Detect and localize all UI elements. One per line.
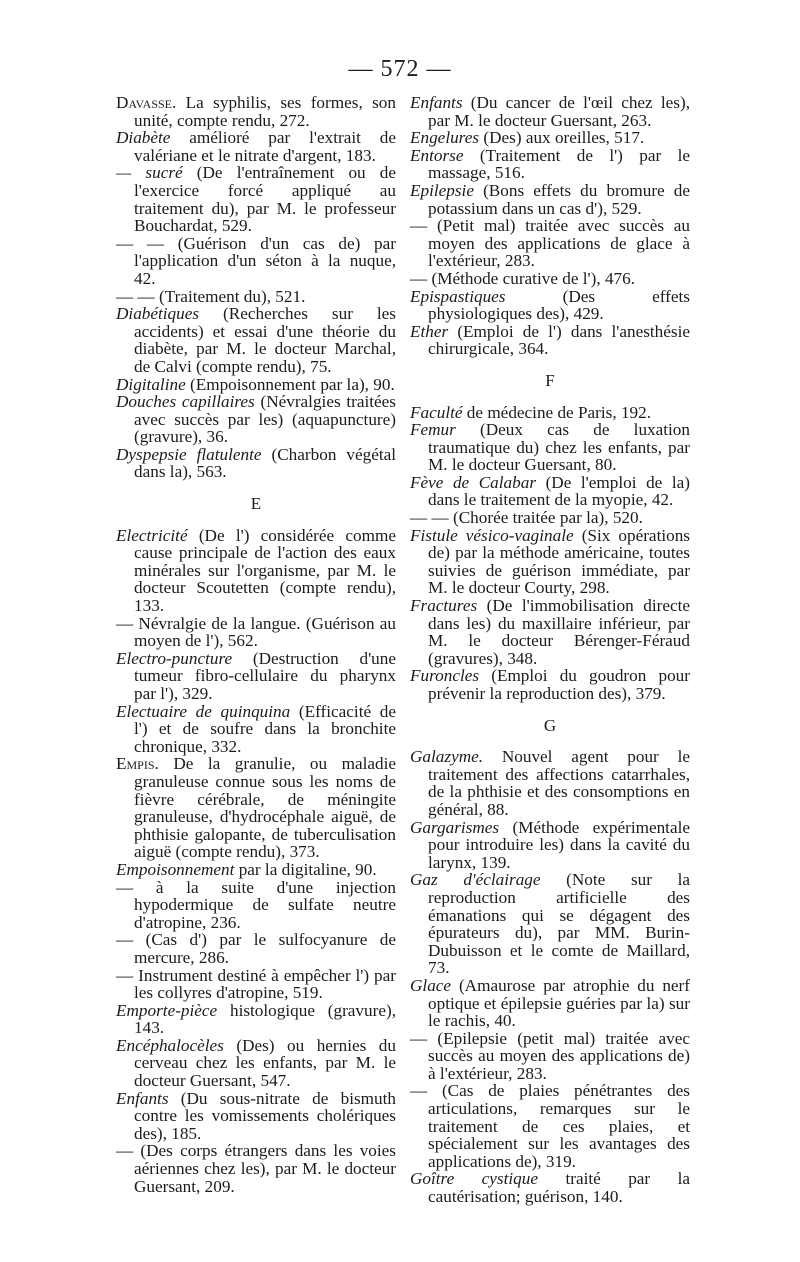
index-entry xyxy=(116,967,396,1002)
entry-heading: Diabète xyxy=(116,128,171,148)
entry-text: (Amaurose par atrophie du nerf optique et épilepsie guéries par la) sur le rachis, 40. xyxy=(428,975,690,1031)
index-entry xyxy=(410,404,690,422)
entry-heading: Ether xyxy=(410,321,449,341)
index-column-right xyxy=(410,94,690,1206)
entry-text: (Emploi du goudron pour prévenir la reproduction des), 379. xyxy=(428,666,690,703)
index-entry xyxy=(410,147,690,182)
entry-text: — à la suite d'une injection hypodermique de sulfate neutre d'atropine, 236. xyxy=(116,877,396,932)
index-entry xyxy=(116,94,396,129)
entry-heading: Entorse xyxy=(410,145,464,165)
entry-text: — (Cas de plaies pénétrantes des articulations, remarques sur le traitement de ces plaies, et spécialement sur les avantages des applications de), 319. xyxy=(410,1081,690,1171)
entry-heading: — sucré xyxy=(116,163,183,183)
index-entry xyxy=(116,703,396,756)
section-letter: E xyxy=(250,494,262,514)
index-entry xyxy=(410,819,690,872)
entry-text: (Du cancer de l'œil chez les), par M. le docteur Guersant, 263. xyxy=(428,93,690,130)
index-entry xyxy=(116,288,396,306)
entry-text: — (Petit mal) traitée avec succès au moyen des applications de glace à l'extérieur, 283. xyxy=(410,216,690,271)
section-letter: F xyxy=(545,370,555,390)
entry-heading: Encéphalocèles xyxy=(116,1035,224,1055)
index-entry xyxy=(116,879,396,932)
index-entry xyxy=(116,164,396,234)
entry-text: (De l'immobilisation directe dans les) du maxillaire inférieur, par M. le docteur Bérenger-Féraud (gravures), 348. xyxy=(428,596,690,668)
entry-text: (Traitement de l') par le massage, 516. xyxy=(428,145,690,183)
entry-text: de médecine de Paris, 192. xyxy=(462,402,652,422)
entry-heading: Furoncles xyxy=(410,666,480,686)
index-entry xyxy=(116,446,396,481)
index-entry xyxy=(116,129,396,164)
index-entry xyxy=(410,597,690,667)
entry-text: La syphilis, ses formes, son unité, compte rendu, 272. xyxy=(134,93,396,130)
entry-heading: Empis. xyxy=(116,754,159,774)
entry-text: — Névralgie de la langue. (Guérison au moyen de l'), 562. xyxy=(116,613,396,651)
entry-text: (Recherches sur les accidents) et essai d'une théorie du diabète, par M. le docteur Marchal, de Calvi (compte rendu), 75. xyxy=(134,304,396,376)
index-entry xyxy=(410,509,690,527)
entry-text: (Destruction d'une tumeur fibro-cellulaire du pharynx par l'), 329. xyxy=(134,648,396,703)
entry-heading: Electricité xyxy=(116,525,188,545)
entry-text: (De l'emploi de la) dans le traitement de la myopie, 42. xyxy=(428,472,690,510)
index-entry xyxy=(410,421,690,474)
index-entry xyxy=(410,94,690,129)
entry-heading: Electro-puncture xyxy=(116,648,233,668)
entry-text: (Efficacité de l') et de soufre dans la bronchite chronique, 332. xyxy=(134,701,396,756)
entry-text: (Bons effets du bromure de potassium dans un cas d'), 529. xyxy=(428,180,690,218)
entry-heading: Davasse. xyxy=(116,93,177,112)
entry-heading: Fève de Calabar xyxy=(410,472,537,492)
entry-heading: Fractures xyxy=(410,596,478,616)
index-entry xyxy=(116,755,396,861)
entry-text: (Six opérations de) par la méthode américaine, toutes suivies de guérison immédiate, par M. le docteur Courty, 298. xyxy=(428,525,690,598)
index-entry xyxy=(116,1090,396,1143)
entry-text: (Charbon végétal dans la), 563. xyxy=(134,444,396,482)
index-entry xyxy=(410,871,690,977)
entry-text: par la digitaline, 90. xyxy=(234,859,377,879)
index-column-left xyxy=(116,94,396,1195)
entry-heading: Enfants xyxy=(410,93,463,112)
index-entry xyxy=(410,182,690,217)
index-entry xyxy=(116,235,396,288)
entry-heading: Empoisonnement xyxy=(116,859,235,879)
index-entry xyxy=(116,305,396,375)
index-entry xyxy=(410,1030,690,1083)
entry-heading: Douches capillaires xyxy=(116,392,255,412)
entry-heading: Galazyme. xyxy=(410,747,484,767)
entry-text: — — (Guérison d'un cas de) par l'application d'un séton à la nuque, 42. xyxy=(116,233,396,288)
entry-heading: Faculté xyxy=(410,402,463,422)
index-entry xyxy=(116,615,396,650)
entry-text: — (Epilepsie (petit mal) traitée avec succès au moyen des applications de) à l'extérieur, 283. xyxy=(410,1028,690,1083)
index-entry xyxy=(410,667,690,702)
entry-text: amélioré par l'extrait de valériane et le nitrate d'argent, 183. xyxy=(134,128,396,165)
index-entry xyxy=(116,931,396,966)
entry-heading: Gargarismes xyxy=(410,817,500,837)
index-entry xyxy=(116,650,396,703)
index-entry xyxy=(410,217,690,270)
entry-text: (Névralgies traitées avec succès par les) (aquapuncture) (gravure), 36. xyxy=(134,392,396,447)
entry-text: — — (Traitement du), 521. xyxy=(116,286,306,306)
entry-text: Nouvel agent pour le traitement des affections catarrhales, de la phthisie et des consomptions en général, 88. xyxy=(428,747,690,819)
entry-text: — (Cas d') par le sulfocyanure de mercure, 286. xyxy=(116,930,396,967)
index-entry xyxy=(116,393,396,446)
entry-heading: Enfants xyxy=(116,1088,169,1108)
index-entry xyxy=(410,1170,690,1205)
entry-heading: Engelures xyxy=(410,128,480,148)
entry-text: — (Méthode curative de l'), 476. xyxy=(410,268,636,288)
entry-heading: Diabétiques xyxy=(116,304,200,324)
index-entry xyxy=(410,270,690,288)
entry-text: (Du sous-nitrate de bismuth contre les vomissements cholériques des), 185. xyxy=(134,1088,396,1143)
page-number: — 572 — xyxy=(348,56,452,82)
index-entry xyxy=(410,129,690,147)
entry-text: (Empoisonnement par la), 90. xyxy=(185,374,395,394)
index-entry xyxy=(116,376,396,394)
entry-heading: Fistule vésico-vaginale xyxy=(410,525,574,545)
entry-heading: Electuaire de quinquina xyxy=(116,701,291,721)
entry-text: (Deux cas de luxation traumatique du) chez les enfants, par M. le docteur Guersant, 80. xyxy=(428,420,690,475)
entry-text: (Des effets physiologiques des), 429. xyxy=(428,286,690,324)
index-entry xyxy=(410,527,690,597)
index-entry xyxy=(116,1142,396,1195)
index-entry xyxy=(116,861,396,879)
entry-text: (Emploi de l') dans l'anesthésie chirurgicale, 364. xyxy=(428,321,690,359)
entry-text: (De l') considérée comme cause principale de l'action des eaux minérales sur l'organisme, par M. le docteur Scoutetten (compte rendu), 133. xyxy=(134,525,396,616)
entry-text: — — (Chorée traitée par la), 520. xyxy=(410,508,643,528)
index-entry xyxy=(410,748,690,818)
entry-heading: Emporte-pièce xyxy=(116,1000,218,1020)
index-entry xyxy=(116,527,396,615)
entry-text: traité par la cautérisation; guérison, 140. xyxy=(428,1169,690,1207)
index-entry xyxy=(410,323,690,358)
entry-text: (Méthode expérimentale pour introduire les) dans la cavité du larynx, 139. xyxy=(428,817,690,872)
entry-heading: Digitaline xyxy=(116,374,186,394)
index-entry xyxy=(116,1037,396,1090)
entry-heading: Dyspepsie flatulente xyxy=(116,444,262,464)
entry-heading: Epispastiques xyxy=(410,286,506,306)
entry-text: (Note sur la reproduction artificielle des émanations qui se dégagent des épurateurs du), par MM. Burin-Dubuisson et le comte de Maillard, 73. xyxy=(428,870,690,978)
index-entry xyxy=(410,474,690,509)
entry-heading: Goître cystique xyxy=(410,1169,538,1189)
entry-text: De la granulie, ou maladie granuleuse connue sous les noms de fièvre cérébrale, de méningite granuleuse, d'hydrocéphale aiguë, de phthisie galopante, de tuberculisation aiguë (compte rendu), 373. xyxy=(134,754,396,862)
entry-heading: Glace xyxy=(410,975,452,995)
entry-heading: Epilepsie xyxy=(410,180,474,200)
entry-text: — (Des corps étrangers dans les voies aériennes chez les), par M. le docteur Guersant, 209. xyxy=(116,1141,396,1196)
entry-text: (Des) ou hernies du cerveau chez les enfants, par M. le docteur Guersant, 547. xyxy=(134,1035,396,1091)
index-entry xyxy=(410,977,690,1030)
entry-text: (De l'entraînement ou de l'exercice forcé appliqué au traitement du), par M. le professeur Bouchardat, 529. xyxy=(134,163,396,236)
entry-text: — Instrument destiné à empêcher l') par les collyres d'atropine, 519. xyxy=(116,965,396,1003)
entry-heading: Femur xyxy=(410,420,456,440)
index-entry xyxy=(410,288,690,323)
entry-heading: Gaz d'éclairage xyxy=(410,870,541,890)
entry-text: (Des) aux oreilles, 517. xyxy=(479,128,645,148)
section-letter: G xyxy=(543,715,557,735)
index-entry xyxy=(410,1082,690,1170)
entry-text: histologique (gravure), 143. xyxy=(134,1000,396,1038)
index-entry xyxy=(116,1002,396,1037)
